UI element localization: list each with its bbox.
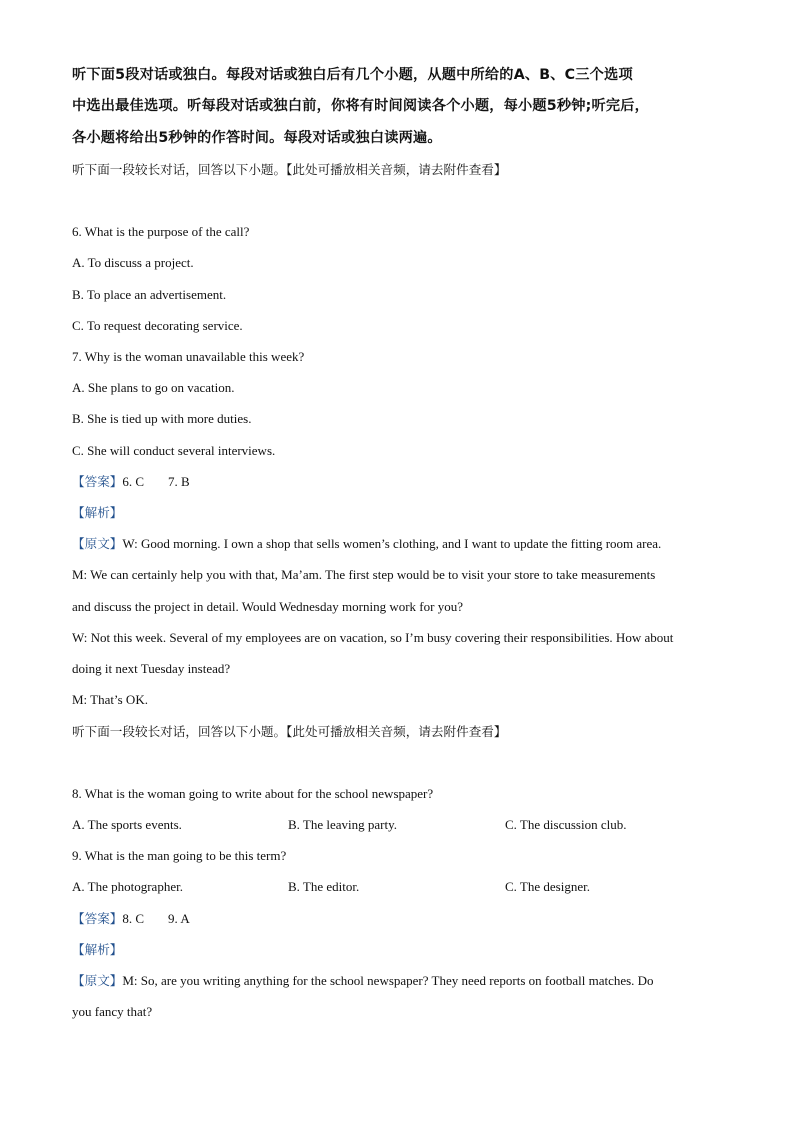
question-6-option-c: C. To request decorating service. bbox=[72, 318, 243, 333]
transcript-text: M: So, are you writing anything for the school newspaper? They need reports on football matches. Do bbox=[122, 973, 654, 988]
transcript-1-line-2: M: We can certainly help you with that, Ma’am. The first step would be to visit your store to take measurements bbox=[72, 567, 656, 582]
transcript-1-line-5: doing it next Tuesday instead? bbox=[72, 661, 231, 676]
question-9: 9. What is the man going to be this term? bbox=[72, 848, 287, 863]
transcript-2-line-1 bbox=[72, 972, 654, 990]
section-1-intro: 听下面一段较长对话，回答以下小题。【此处可播放相关音频，请去附件查看】 bbox=[72, 162, 507, 177]
answer-6: 6. C bbox=[122, 474, 145, 489]
original-tag: 【原文】 bbox=[72, 536, 123, 551]
transcript-text: W: Good morning. I own a shop that sells women’s clothing, and I want to update the fitting room area. bbox=[122, 536, 662, 551]
instructions-line-3: 各小题将给出5秒钟的作答时间。每段对话或独白读两遍。 bbox=[72, 130, 442, 146]
question-9-option-b: B. The editor. bbox=[288, 879, 360, 894]
answer-8: 8. C bbox=[122, 911, 145, 926]
question-8: 8. What is the woman going to write about for the school newspaper? bbox=[72, 786, 434, 801]
question-8-option-a: A. The sports events. bbox=[72, 817, 182, 832]
transcript-1-line-3: and discuss the project in detail. Would Wednesday morning work for you? bbox=[72, 599, 463, 614]
question-8-option-c: C. The discussion club. bbox=[505, 817, 627, 832]
question-9-options bbox=[72, 878, 732, 896]
answer-7: 7. B bbox=[168, 474, 190, 489]
question-7-option-b: B. She is tied up with more duties. bbox=[72, 411, 252, 426]
transcript-1-line-6: M: That’s OK. bbox=[72, 692, 148, 707]
section-1-answer bbox=[72, 473, 190, 491]
question-6-option-a: A. To discuss a project. bbox=[72, 255, 194, 270]
section-1-analysis-tag: 【解析】 bbox=[72, 505, 123, 520]
section-2-answer bbox=[72, 910, 190, 928]
section-2-analysis-tag: 【解析】 bbox=[72, 942, 123, 957]
transcript-2-line-2: you fancy that? bbox=[72, 1004, 153, 1019]
transcript-1-line-1 bbox=[72, 535, 661, 553]
transcript-1-line-4: W: Not this week. Several of my employees are on vacation, so I’m busy covering their responsibilities. How about bbox=[72, 630, 674, 645]
instructions-line-2: 中选出最佳选项。听每段对话或独白前，你将有时间阅读各个小题，每小题5秒钟;听完后， bbox=[72, 98, 650, 114]
instructions-line-1: 听下面5段对话或独白。每段对话或独白后有几个小题，从题中所给的A、B、C三个选项 bbox=[72, 67, 633, 83]
question-6-option-b: B. To place an advertisement. bbox=[72, 287, 227, 302]
question-7: 7. Why is the woman unavailable this week? bbox=[72, 349, 305, 364]
question-9-option-c: C. The designer. bbox=[505, 879, 590, 894]
question-8-options bbox=[72, 816, 732, 834]
answer-tag: 【答案】 bbox=[72, 474, 123, 489]
question-8-option-b: B. The leaving party. bbox=[288, 817, 398, 832]
original-tag: 【原文】 bbox=[72, 973, 123, 988]
answer-tag: 【答案】 bbox=[72, 911, 123, 926]
question-7-option-c: C. She will conduct several interviews. bbox=[72, 443, 276, 458]
question-6: 6. What is the purpose of the call? bbox=[72, 224, 250, 239]
question-7-option-a: A. She plans to go on vacation. bbox=[72, 380, 235, 395]
answer-9: 9. A bbox=[168, 911, 190, 926]
question-9-option-a: A. The photographer. bbox=[72, 879, 183, 894]
section-2-intro: 听下面一段较长对话，回答以下小题。【此处可播放相关音频，请去附件查看】 bbox=[72, 724, 507, 739]
